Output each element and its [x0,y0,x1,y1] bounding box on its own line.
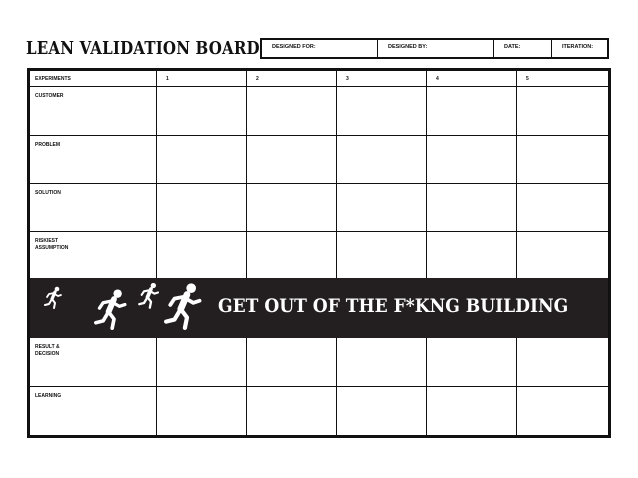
row-label: LEARNING [35,393,62,399]
solution-row [30,184,608,232]
board-cell[interactable] [337,136,427,184]
board-cell[interactable] [247,184,337,232]
banner-text: GET OUT OF THE F*KNG BUILDING [218,295,569,317]
board-cell[interactable] [427,232,517,278]
running-person-icon [164,281,210,333]
board-cell[interactable] [517,232,608,278]
board-cell[interactable] [517,136,608,184]
board-cell[interactable] [247,338,337,387]
row-label-cell [30,184,157,232]
column-number: 3 [346,76,349,82]
board-cell[interactable] [517,184,608,232]
board-cell[interactable] [517,387,608,435]
board-cell[interactable] [337,184,427,232]
experiments-label: EXPERIMENTS [35,76,71,82]
board-cell[interactable] [427,87,517,136]
experiments-header-row [30,71,608,87]
column-header [517,71,608,87]
designed-by-field[interactable]: DESIGNED BY: [378,40,494,57]
board-cell[interactable] [247,232,337,278]
running-person-icon [138,282,164,310]
board-cell[interactable] [337,232,427,278]
row-label: SOLUTION [35,190,61,196]
row-label-cell [30,338,157,387]
column-number: 2 [256,76,259,82]
board-cell[interactable] [427,338,517,387]
customer-row [30,87,608,136]
board-cell[interactable] [517,87,608,136]
column-number: 4 [436,76,439,82]
board-cell[interactable] [157,338,247,387]
row-label: RESULT & DECISION [35,344,60,357]
board-cell[interactable] [247,387,337,435]
row-label: RISKIEST ASSUMPTION [35,238,69,251]
board-cell[interactable] [157,387,247,435]
board-cell[interactable] [157,136,247,184]
designed-for-field[interactable]: DESIGNED FOR: [262,40,378,57]
board-cell[interactable] [337,338,427,387]
row-label: PROBLEM [35,142,60,148]
header-fields [260,38,609,59]
row-label-cell [30,387,157,435]
column-header [427,71,517,87]
get-out-of-building-banner [30,278,608,338]
running-person-icon [94,288,134,332]
board-cell[interactable] [247,87,337,136]
board-title: LEAN VALIDATION BOARD [26,39,260,59]
board-cell[interactable] [157,87,247,136]
board-cell[interactable] [157,184,247,232]
board-cell[interactable] [247,136,337,184]
row-label: CUSTOMER [35,93,64,99]
board-cell[interactable] [427,387,517,435]
validation-board-grid [27,68,611,438]
column-number: 1 [166,76,169,82]
column-header [337,71,427,87]
board-cell[interactable] [337,87,427,136]
learning-row [30,387,608,435]
row-label-cell [30,136,157,184]
row-label-cell [30,87,157,136]
board-cell[interactable] [157,232,247,278]
board-cell[interactable] [517,338,608,387]
column-number: 5 [526,76,529,82]
experiments-header-cell [30,71,157,87]
row-label-cell [30,232,157,278]
board-cell[interactable] [337,387,427,435]
running-person-icon [44,286,66,310]
column-header [247,71,337,87]
board-cell[interactable] [427,184,517,232]
date-field[interactable]: DATE: [494,40,552,57]
column-header [157,71,247,87]
riskiest-assumption-row [30,232,608,278]
iteration-field[interactable]: ITERATION: [562,44,594,50]
problem-row [30,136,608,184]
board-cell[interactable] [427,136,517,184]
result-decision-row [30,338,608,387]
